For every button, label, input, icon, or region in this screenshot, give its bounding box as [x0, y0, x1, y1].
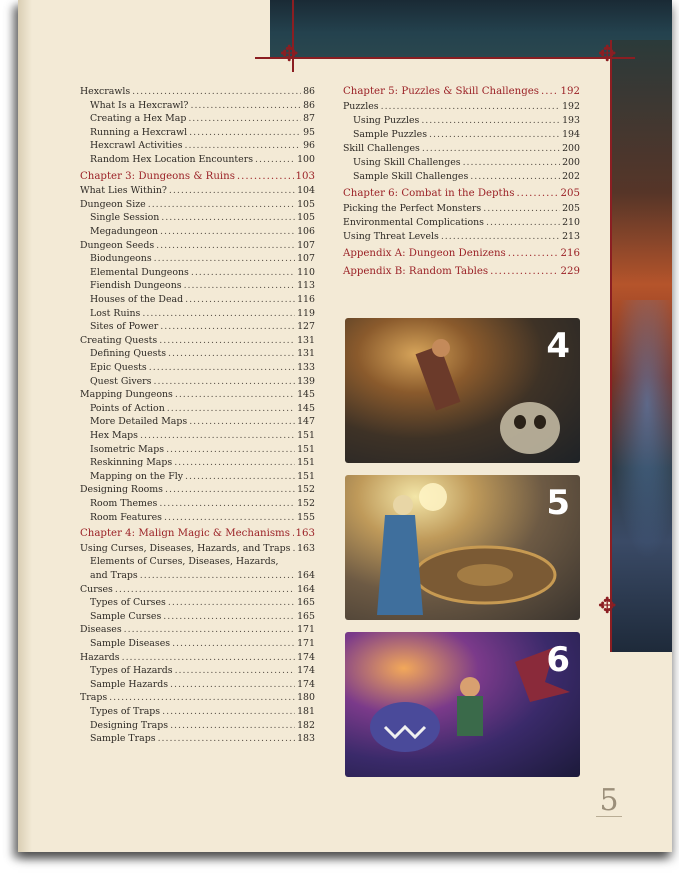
toc-leader-dots — [122, 652, 296, 663]
toc-entry — [90, 611, 315, 624]
toc-chapter-heading — [343, 248, 580, 261]
toc-entry-page: 87 — [303, 113, 315, 125]
toc-leader-dots — [109, 692, 295, 703]
toc-entry — [90, 720, 315, 733]
toc-entry-label: Fiendish Dungeons — [90, 280, 182, 292]
toc-entry-page: 133 — [297, 362, 315, 373]
toc-entry — [90, 570, 315, 583]
toc-entry — [90, 226, 315, 239]
toc-entry-label: Using Puzzles — [353, 115, 420, 126]
page-number: 5 — [596, 786, 622, 817]
chapter-5-illustration — [345, 475, 580, 620]
toc-entry-page: 205 — [562, 203, 580, 214]
toc-leader-dots — [170, 679, 295, 690]
toc-entry — [343, 143, 580, 156]
toc-leader-dots — [159, 498, 295, 509]
toc-entry — [353, 129, 580, 142]
toc-entry-label: Biodungeons — [90, 253, 152, 265]
toc-entry-page: 171 — [297, 624, 315, 636]
toc-leader-dots — [160, 321, 295, 332]
chapter-4-thumbnail — [345, 318, 580, 463]
toc-entry — [90, 457, 315, 470]
toc-leader-dots — [191, 267, 295, 278]
toc-entry-label: Lost Ruins — [90, 307, 141, 319]
toc-entry-page: 181 — [297, 706, 315, 717]
toc-leader-dots — [175, 665, 296, 676]
toc-entry-label: Elements of Curses, Diseases, Hazards, — [90, 556, 279, 568]
toc-entry-label: Chapter 4: Malign Magic & Mechanisms — [80, 528, 290, 540]
chapter-5-thumbnail — [345, 475, 580, 620]
toc-entry-label: Quest Givers — [90, 375, 152, 387]
toc-entry — [353, 115, 580, 128]
toc-entry-page: 100 — [297, 154, 315, 165]
toc-entry-label: Hex Maps — [90, 430, 138, 441]
toc-entry — [80, 335, 315, 348]
toc-leader-dots — [421, 115, 560, 126]
toc-entry-label: Elemental Dungeons — [90, 266, 189, 278]
toc-leader-dots — [160, 226, 295, 237]
toc-entry — [90, 498, 315, 511]
chapter-6-thumbnail — [345, 632, 580, 777]
toc-entry — [90, 444, 315, 457]
toc-entry-page: 213 — [562, 231, 580, 242]
toc-entry — [90, 706, 315, 719]
toc-leader-dots — [142, 308, 295, 319]
toc-entry-label: Points of Action — [90, 402, 165, 414]
toc-entry — [90, 280, 315, 293]
toc-leader-dots — [148, 199, 295, 210]
toc-entry-label: Traps — [80, 692, 108, 704]
toc-entry-page: 106 — [297, 226, 315, 237]
chapter-6-illustration — [345, 632, 580, 777]
toc-entry-page: 95 — [303, 126, 315, 138]
toc-entry — [90, 403, 315, 416]
toc-entry — [90, 294, 315, 307]
toc-entry — [80, 624, 315, 637]
toc-entry — [90, 348, 315, 361]
toc-entry-page: 171 — [297, 638, 315, 649]
toc-entry — [80, 652, 315, 665]
toc-leader-dots — [381, 101, 561, 112]
toc-entry-label: Types of Hazards — [90, 665, 173, 677]
toc-entry-label: Using Threat Levels — [343, 231, 439, 242]
toc-leader-dots — [189, 127, 301, 138]
toc-leader-dots — [508, 248, 559, 259]
toc-entry-label: Hazards — [80, 651, 120, 663]
toc-leader-dots — [149, 362, 295, 373]
toc-entry-page: 145 — [297, 402, 315, 414]
toc-entry-page: 107 — [297, 239, 315, 251]
toc-entry-page: 164 — [297, 570, 315, 581]
toc-leader-dots — [255, 154, 295, 165]
toc-entry-label: Running a Hexcrawl — [90, 126, 188, 138]
toc-entry — [90, 556, 315, 569]
toc-leader-dots — [153, 376, 295, 387]
toc-entry — [80, 584, 315, 597]
toc-entry-page: 103 — [295, 170, 315, 182]
toc-entry-label: Appendix A: Dungeon Denizens — [343, 248, 506, 259]
toc-leader-dots — [159, 335, 295, 346]
toc-entry — [90, 113, 315, 126]
toc-entry-label: What Lies Within? — [80, 185, 167, 197]
toc-entry-label: Chapter 5: Puzzles & Skill Challenges — [343, 86, 540, 97]
toc-leader-dots — [156, 240, 295, 251]
toc-entry-label: Dungeon Seeds — [80, 239, 155, 251]
toc-entry — [90, 665, 315, 678]
toc-entry — [80, 199, 315, 212]
chapter-4-number: 4 — [546, 326, 570, 366]
toc-leader-dots — [132, 86, 301, 97]
toc-entry-page: 127 — [297, 321, 315, 333]
toc-leader-dots — [154, 253, 295, 264]
toc-leader-dots — [124, 624, 295, 635]
frame-corner-ornament-top-left: ✥ — [280, 42, 299, 67]
toc-entry-label: Creating Quests — [80, 334, 158, 346]
toc-entry-page: 145 — [297, 389, 315, 401]
toc-leader-dots — [168, 348, 295, 359]
toc-entry — [80, 484, 315, 497]
toc-entry — [90, 127, 315, 140]
toc-entry-label: and Traps — [90, 570, 138, 581]
toc-entry-label: Mapping Dungeons — [80, 389, 173, 401]
toc-entry-page: 165 — [297, 597, 315, 609]
toc-leader-dots — [292, 543, 295, 554]
toc-entry-page: 147 — [297, 416, 315, 428]
toc-entry-page: 151 — [297, 430, 315, 441]
toc-leader-dots — [429, 129, 560, 140]
toc-entry-page: 200 — [562, 157, 580, 168]
toc-entry — [80, 185, 315, 198]
toc-leader-dots — [140, 430, 295, 441]
toc-entry-page: 210 — [562, 217, 580, 228]
toc-chapter-heading — [80, 171, 315, 184]
toc-entry-page: 152 — [297, 498, 315, 509]
toc-leader-dots — [161, 212, 295, 223]
toc-leader-dots — [166, 444, 295, 455]
toc-leader-dots — [158, 733, 296, 744]
toc-entry-label: Sample Skill Challenges — [353, 171, 469, 182]
toc-entry-page: 86 — [303, 86, 315, 97]
toc-entry-page: 105 — [297, 198, 315, 210]
toc-entry-label: Dungeon Size — [80, 198, 146, 210]
toc-leader-dots — [167, 403, 295, 414]
toc-entry — [353, 157, 580, 170]
toc-entry-label: Sample Puzzles — [353, 129, 428, 140]
frame-corner-ornament-top-right: ✥ — [598, 42, 617, 67]
toc-entry-page: 107 — [297, 253, 315, 265]
toc-leader-dots — [441, 231, 560, 242]
parchment-top — [18, 0, 270, 60]
chapter-6-number: 6 — [546, 640, 570, 680]
toc-leader-dots — [189, 416, 295, 427]
toc-entry — [90, 321, 315, 334]
toc-chapter-heading — [343, 266, 580, 279]
toc-leader-dots — [190, 100, 301, 111]
toc-entry-page: 163 — [295, 528, 315, 540]
toc-entry — [343, 231, 580, 244]
toc-entry — [90, 376, 315, 389]
toc-entry — [90, 308, 315, 321]
toc-entry-page: 131 — [297, 334, 315, 346]
toc-entry-label: Diseases — [80, 624, 122, 636]
toc-leader-dots — [292, 528, 294, 539]
toc-entry-label: Room Features — [90, 511, 162, 523]
toc-entry-page: 200 — [562, 143, 580, 154]
toc-entry-page: 174 — [297, 665, 315, 677]
toc-leader-dots — [184, 280, 296, 291]
frame-corner-ornament-bottom-right: ✥ — [598, 594, 617, 619]
toc-entry-page: 139 — [297, 375, 315, 387]
toc-entry — [80, 86, 315, 99]
toc-leader-dots — [185, 294, 295, 305]
toc-entry — [90, 679, 315, 692]
toc-entry — [353, 171, 580, 184]
toc-entry-label: Isometric Maps — [90, 443, 165, 455]
side-artwork-figure — [610, 300, 672, 560]
toc-leader-dots — [188, 113, 301, 124]
toc-entry — [90, 212, 315, 225]
toc-entry-page: 155 — [297, 511, 315, 523]
toc-leader-dots — [463, 157, 561, 168]
toc-entry-page: 131 — [297, 348, 315, 360]
toc-entry-label: More Detailed Maps — [90, 416, 188, 428]
toc-entry-page: 202 — [562, 171, 580, 182]
toc-entry — [90, 253, 315, 266]
toc-entry-page: 110 — [297, 266, 315, 278]
toc-entry — [90, 430, 315, 443]
toc-entry — [343, 203, 580, 216]
toc-chapter-heading — [80, 528, 315, 541]
toc-entry-label: Room Themes — [90, 498, 158, 509]
toc-entry — [90, 733, 315, 746]
toc-entry — [80, 240, 315, 253]
toc-entry-label: Hexcrawls — [80, 86, 131, 97]
toc-entry-page: 151 — [297, 470, 315, 482]
toc-entry-label: Appendix B: Random Tables — [343, 266, 489, 277]
toc-chapter-heading — [343, 188, 580, 201]
toc-entry-label: Hexcrawl Activities — [90, 140, 183, 152]
toc-entry-page: 163 — [297, 542, 315, 554]
toc-entry-page: 205 — [560, 188, 580, 199]
toc-entry — [90, 154, 315, 167]
frame-line-right — [610, 40, 612, 652]
toc-entry — [90, 100, 315, 113]
toc-leader-dots — [174, 457, 295, 468]
toc-leader-dots — [170, 720, 295, 731]
toc-entry — [90, 597, 315, 610]
toc-entry-page: 86 — [303, 99, 315, 111]
toc-entry-label: Sample Curses — [90, 610, 162, 622]
toc-entry-page: 216 — [560, 248, 580, 259]
frame-line-top — [255, 57, 635, 59]
toc-entry-page: 165 — [297, 610, 315, 622]
toc-entry-label: Types of Curses — [90, 597, 166, 609]
toc-entry-page: 151 — [297, 443, 315, 455]
toc-entry-page: 174 — [297, 678, 315, 690]
toc-entry-label: Environmental Complications — [343, 217, 484, 228]
toc-entry — [90, 362, 315, 375]
toc-leader-dots — [168, 597, 295, 608]
toc-entry-page: 229 — [560, 266, 580, 277]
toc-entry — [90, 267, 315, 280]
toc-entry — [80, 692, 315, 705]
toc-leader-dots — [115, 584, 295, 595]
toc-entry — [90, 416, 315, 429]
toc-leader-dots — [162, 706, 295, 717]
toc-entry-page: 104 — [297, 185, 315, 197]
toc-entry-page: 164 — [297, 583, 315, 595]
toc-entry-page: 193 — [562, 115, 580, 126]
toc-entry-page: 192 — [562, 101, 580, 112]
toc-leader-dots — [470, 171, 560, 182]
chapter-5-number: 5 — [546, 483, 570, 523]
toc-leader-dots — [140, 570, 295, 581]
toc-entry — [343, 101, 580, 114]
toc-entry — [90, 512, 315, 525]
toc-entry-label: Designing Traps — [90, 719, 169, 731]
toc-entry-label: Picking the Perfect Monsters — [343, 203, 482, 214]
toc-entry-label: Random Hex Location Encounters — [90, 154, 254, 165]
toc-leader-dots — [185, 471, 295, 482]
toc-entry-label: Sample Diseases — [90, 638, 171, 649]
toc-entry-page: 180 — [297, 692, 315, 704]
toc-entry-page: 151 — [297, 457, 315, 469]
toc-entry-page: 182 — [297, 719, 315, 731]
toc-entry-label: Types of Traps — [90, 706, 161, 717]
toc-entry-label: Epic Quests — [90, 362, 147, 373]
toc-leader-dots — [516, 188, 558, 199]
toc-entry-page: 105 — [297, 212, 315, 224]
toc-entry-label: Curses — [80, 583, 113, 595]
page-spine — [18, 0, 32, 852]
toc-leader-dots — [169, 185, 295, 196]
toc-entry-label: Using Curses, Diseases, Hazards, and Traps — [80, 542, 291, 554]
toc-entry-page: 174 — [297, 651, 315, 663]
toc-leader-dots — [185, 140, 302, 151]
toc-entry-label: What Is a Hexcrawl? — [90, 99, 189, 111]
toc-entry-page: 116 — [297, 294, 315, 305]
toc-entry — [343, 217, 580, 230]
toc-entry-label: Single Session — [90, 212, 160, 224]
toc-leader-dots — [165, 484, 295, 495]
toc-entry-page: 152 — [297, 484, 315, 496]
toc-entry — [90, 638, 315, 651]
toc-entry-page: 113 — [297, 280, 315, 292]
toc-entry — [90, 471, 315, 484]
toc-entry-label: Defining Quests — [90, 348, 167, 360]
toc-leader-dots — [175, 389, 295, 400]
toc-entry — [80, 543, 315, 556]
toc-entry-label: Sites of Power — [90, 321, 159, 333]
toc-leader-dots — [163, 611, 295, 622]
toc-entry-label: Using Skill Challenges — [353, 157, 461, 168]
toc-entry-label: Reskinning Maps — [90, 457, 173, 469]
toc-leader-dots — [237, 171, 294, 182]
toc-entry-page: 96 — [303, 140, 315, 152]
toc-entry-label: Designing Rooms — [80, 484, 163, 496]
toc-chapter-heading — [343, 86, 580, 99]
toc-entry-label: Sample Hazards — [90, 678, 169, 690]
toc-leader-dots — [172, 638, 295, 649]
toc-entry-label: Skill Challenges — [343, 143, 420, 154]
toc-entry-label: Sample Traps — [90, 733, 156, 745]
toc-entry-label: Houses of the Dead — [90, 294, 184, 305]
toc-entry — [90, 140, 315, 153]
toc-entry-page: 119 — [297, 307, 315, 319]
toc-entry-label: Mapping on the Fly — [90, 470, 184, 482]
toc-entry-page: 194 — [562, 129, 580, 140]
toc-entry-page: 183 — [297, 733, 315, 745]
chapter-4-illustration — [345, 318, 580, 463]
toc-leader-dots — [486, 217, 560, 228]
toc-entry-label: Chapter 3: Dungeons & Ruins — [80, 170, 235, 182]
toc-entry-label: Megadungeon — [90, 226, 159, 237]
toc-entry-label: Chapter 6: Combat in the Depths — [343, 188, 515, 199]
toc-leader-dots — [164, 512, 295, 523]
toc-leader-dots — [490, 266, 558, 277]
toc-leader-dots — [422, 143, 560, 154]
toc-leader-dots — [541, 86, 559, 97]
toc-leader-dots — [483, 203, 560, 214]
toc-entry-label: Puzzles — [343, 101, 379, 112]
toc-entry — [80, 389, 315, 402]
toc-entry-label: Creating a Hex Map — [90, 113, 187, 125]
toc-entry-page: 192 — [560, 86, 580, 97]
